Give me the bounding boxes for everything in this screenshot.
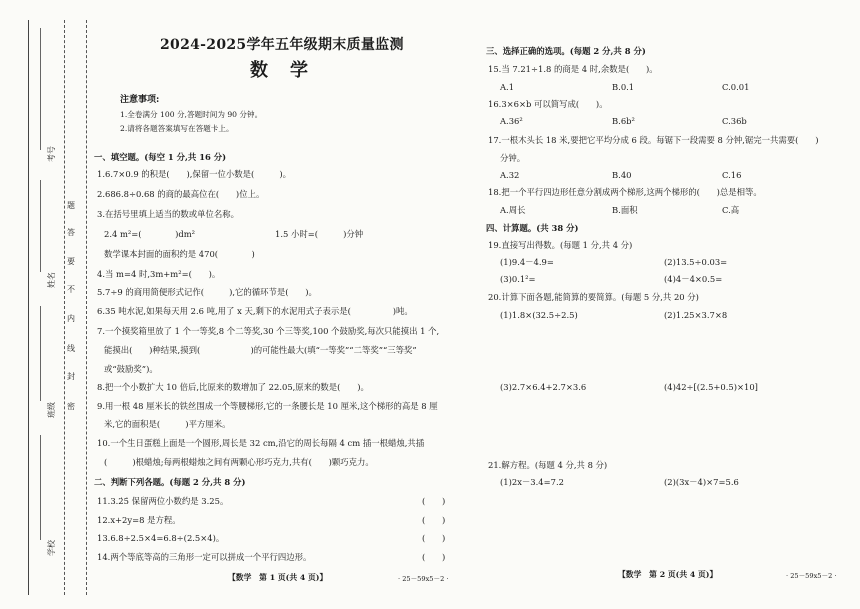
choice-option: B.40 (612, 170, 632, 180)
section-heading-calculation: 四、计算题。(共 38 分) (486, 223, 579, 233)
question-line: 1.5 小时=( )分钟 (275, 229, 364, 239)
choice-option: C.0.01 (722, 82, 750, 92)
choice-option: A.36² (500, 116, 523, 126)
choice-option: A.周长 (500, 205, 526, 215)
choice-question: 16.3×6×b 可以简写成( )。 (488, 99, 608, 109)
equation-item: (1)2x－3.4=7.2 (500, 477, 564, 487)
margin-border (28, 20, 29, 595)
choice-option: B.0.1 (612, 82, 635, 92)
choice-option: C.16 (722, 170, 742, 180)
page-footer: 【数学 第 1 页(共 4 页)】 (228, 573, 328, 582)
question-line: 能摸出( )种结果,摸到( )的可能性最大(填“一等奖”“二等奖”“三等奖” (104, 345, 417, 355)
binding-char-8: 密 (67, 402, 75, 411)
calc-item: (3)2.7×6.4+2.7×3.6 (500, 382, 587, 392)
section-heading-true-false: 二、判断下列各题。(每题 2 分,共 8 分) (94, 477, 246, 487)
question-line: 米,它的面积是( )平方厘米。 (104, 419, 231, 429)
question-line: ( )根蜡烛;每两根蜡烛之间有两颗心形巧克力,共有( )颗巧克力。 (104, 457, 374, 467)
binding-char-5: 内 (67, 314, 75, 323)
question-line: 4.当 m=4 时,3m+m²=( )。 (97, 269, 221, 279)
notice-heading: 注意事项: (120, 95, 160, 105)
choice-option: A.1 (500, 82, 515, 92)
question-line: 10.一个生日蛋糕上面是一个圆形,周长是 32 cm,沿它的周长每隔 4 cm 插一根蜡烛,共插 (97, 438, 425, 448)
judge-answer-blank: ( ) (422, 533, 446, 543)
choice-option: B.6b² (612, 116, 635, 126)
question-line: 5.7÷9 的商用简便形式记作( ),它的循环节是( )。 (97, 287, 317, 297)
judge-question: 13.6.8÷2.5×4=6.8÷(2.5×4)。 (97, 533, 225, 543)
page-footer: 【数学 第 2 页(共 4 页)】 (618, 570, 718, 579)
question-line: 或“鼓励奖”)。 (104, 364, 158, 374)
question-21: 21.解方程。(每题 4 分,共 8 分) (488, 460, 608, 470)
choice-option: B.面积 (612, 205, 638, 215)
oral-calc-item: (3)0.1²= (500, 274, 536, 284)
judge-answer-blank: ( ) (422, 496, 446, 506)
question-line: 6.35 吨水泥,如果每天用 2.6 吨,用了 x 天,剩下的水泥用式子表示是( )吨。 (97, 306, 413, 316)
choice-question: 17.一根木头长 18 米,要把它平均分成 6 段。每锯下一段需要 8 分钟,锯完一共需要( ) (488, 135, 819, 145)
class-blank (40, 306, 41, 401)
choice-question-continued: 分钟。 (500, 153, 526, 163)
judge-question: 12.x+2y=8 是方程。 (97, 515, 181, 525)
choice-option: C.高 (722, 205, 740, 215)
paper-code: · 25－59x5－2 · (398, 575, 449, 583)
calc-item: (4)42÷[(2.5+0.5)×10] (664, 382, 758, 392)
oral-calc-item: (1)9.4－4.9= (500, 257, 554, 267)
question-line: 8.把一个小数扩大 10 倍后,比原来的数增加了 22.05,原来的数是( )。 (97, 382, 369, 392)
binding-char-2: 答 (67, 228, 75, 237)
binding-char-3: 要 (67, 257, 75, 266)
judge-question: 14.两个等底等高的三角形一定可以拼成一个平行四边形。 (97, 552, 312, 562)
judge-answer-blank: ( ) (422, 552, 446, 562)
subject-title: 数 学 (250, 60, 310, 81)
question-line: 3.在括号里填上适当的数或单位名称。 (97, 209, 239, 219)
judge-answer-blank: ( ) (422, 515, 446, 525)
question-line: 9.用一根 48 厘米长的铁丝围成一个等腰梯形,它的一条腰长是 10 厘米,这个梯形的高是 8 厘 (97, 401, 438, 411)
oral-calc-item: (2)13.5÷0.03= (664, 257, 728, 267)
binding-char-1: 题 (67, 201, 75, 210)
exam-no-blank (40, 28, 41, 150)
section-heading-fill-blank: 一、填空题。(每空 1 分,共 16 分) (94, 152, 227, 162)
school-blank (40, 435, 41, 540)
question-19: 19.直接写出得数。(每题 1 分,共 4 分) (488, 240, 633, 250)
question-line: 数学课本封面的面积约是 470( ) (104, 249, 255, 259)
seal-line-inner (86, 20, 87, 595)
class-label: 班级 (47, 402, 56, 418)
notice-item: 2.请将各题答案填写在答题卡上。 (120, 124, 234, 133)
seal-line-outer (64, 20, 65, 595)
question-line: 2.686.8÷0.68 的商的最高位在( )位上。 (97, 189, 265, 199)
binding-char-7: 封 (67, 372, 75, 381)
choice-question: 15.当 7.21÷1.8 的商是 4 时,余数是( )。 (488, 64, 658, 74)
section-heading-choice: 三、选择正确的选项。(每题 2 分,共 8 分) (486, 46, 646, 56)
name-blank (40, 180, 41, 272)
question-20: 20.计算下面各题,能简算的要简算。(每题 5 分,共 20 分) (488, 292, 699, 302)
paper-code: · 25－59x5－2 · (786, 572, 837, 580)
choice-option: C.36b (722, 116, 747, 126)
notice-item: 1.全卷满分 100 分,答题时间为 90 分钟。 (120, 110, 263, 119)
binding-char-6: 线 (67, 344, 75, 353)
name-label: 姓名 (47, 272, 56, 288)
binding-char-4: 不 (67, 285, 75, 294)
oral-calc-item: (4)4－4×0.5= (664, 274, 723, 284)
equation-item: (2)(3x－4)×7=5.6 (664, 477, 739, 487)
calc-item: (2)1.25×3.7×8 (664, 310, 728, 320)
question-line: 1.6.7×0.9 的积是( ),保留一位小数是( )。 (97, 169, 292, 179)
exam-no-label: 考号 (47, 146, 56, 162)
calc-item: (1)1.8×(32.5÷2.5) (500, 310, 578, 320)
exam-title: 2024-2025学年五年级期末质量监测 (160, 37, 404, 53)
judge-question: 11.3.2̇5̇ 保留两位小数约是 3.25。 (97, 496, 229, 506)
school-label: 学校 (47, 540, 56, 556)
choice-option: A.32 (500, 170, 520, 180)
choice-question: 18.把一个平行四边形任意分割成两个梯形,这两个梯形的( )总是相等。 (488, 187, 762, 197)
question-line: 2.4 m²=( )dm² (104, 229, 195, 239)
question-line: 7.一个摸奖箱里放了 1 个一等奖,8 个二等奖,30 个三等奖,100 个鼓励奖,每次只能摸出 1 个, (97, 326, 440, 336)
